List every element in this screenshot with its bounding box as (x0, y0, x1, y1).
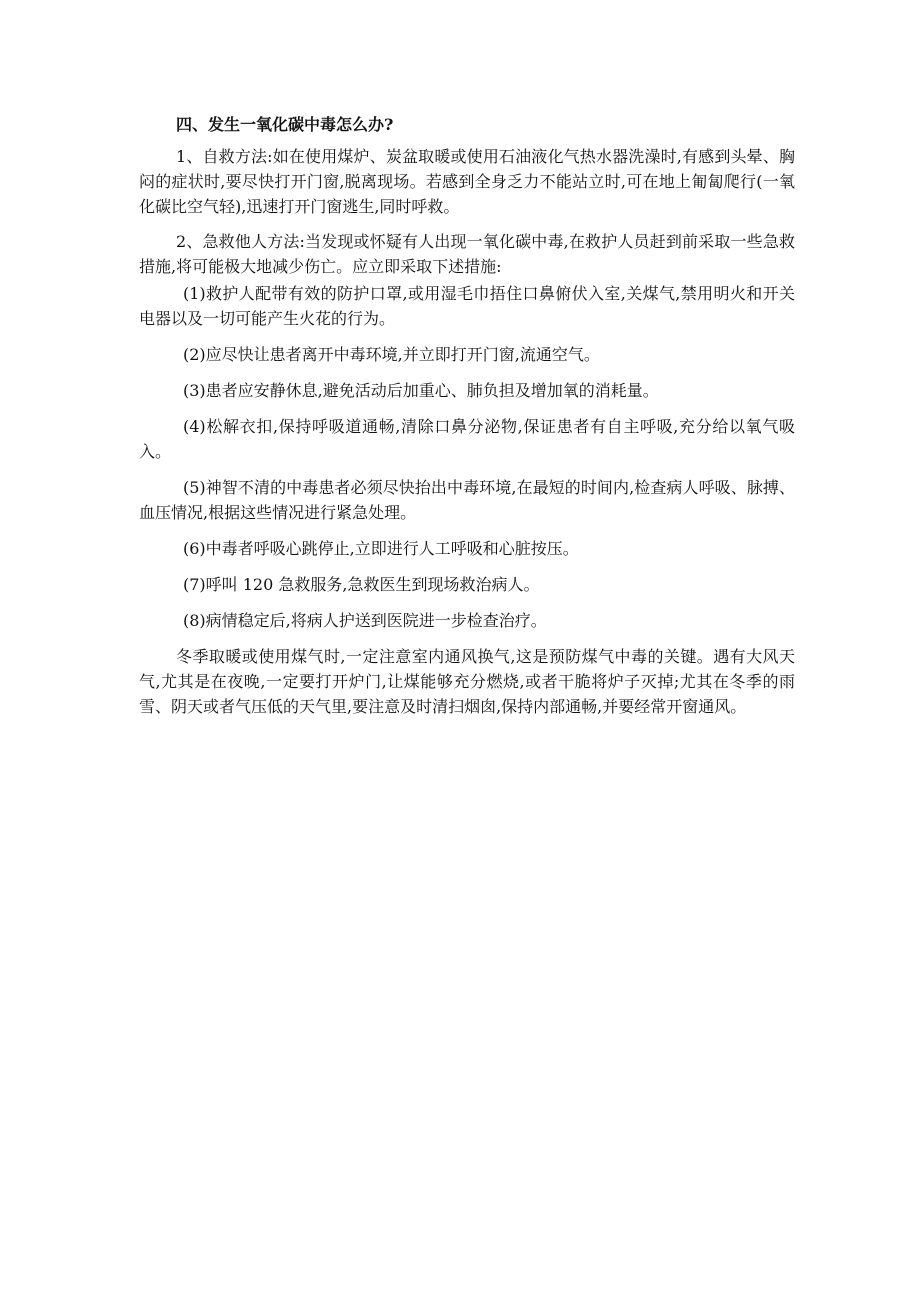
measure-item-1: (1)救护人配带有效的防护口罩,或用湿毛巾捂住口鼻俯伏入室,关煤气,禁用明火和开关电器以及一切可能产生火花的行为。 (139, 284, 795, 328)
measure-item-8: (8)病情稳定后,将病人护送到医院进一步检查治疗。 (183, 611, 547, 630)
measure-item-7: (7)呼叫 120 急救服务,急救医生到现场救治病人。 (183, 575, 540, 594)
document-body (139, 112, 795, 729)
measure-item-2: (2)应尽快让患者离开中毒环境,并立即打开门窗,流通空气。 (183, 345, 600, 364)
winter-tip-paragraph: 冬季取暖或使用煤气时,一定注意室内通风换气,这是预防煤气中毒的关键。遇有大风天气,尤其是在夜晚,一定要打开炉门,让煤能够充分燃烧,或者干脆将炉子灭掉;尤其在冬季的雨雪、阴天或者气压低的天气里,要注意及时清扫烟囱,保持内部通畅,并要经常开窗通风。 (139, 647, 795, 716)
measure-item-6: (6)中毒者呼吸心跳停止,立即进行人工呼吸和心脏按压。 (183, 539, 579, 558)
section-heading: 四、发生一氧化碳中毒怎么办? (176, 115, 394, 134)
rescue-others-paragraph: 2、急救他人方法:当发现或怀疑有人出现一氧化碳中毒,在救护人员赶到前采取一些急救措施,将可能极大地减少伤亡。应立即采取下述措施: (139, 232, 795, 276)
measure-item-4: (4)松解衣扣,保持呼吸道通畅,清除口鼻分泌物,保证患者有自主呼吸,充分给以氧气吸入。 (139, 417, 795, 461)
self-rescue-paragraph: 1、自救方法:如在使用煤炉、炭盆取暖或使用石油液化气热水器洗澡时,有感到头晕、胸闷的症状时,要尽快打开门窗,脱离现场。若感到全身乏力不能站立时,可在地上匍匐爬行(一氧化碳比空气轻),迅速打开门窗逃生,同时呼救。 (139, 147, 795, 216)
measure-item-5: (5)神智不清的中毒患者必须尽快抬出中毒环境,在最短的时间内,检查病人呼吸、脉搏、血压情况,根据这些情况进行紧急处理。 (139, 478, 795, 522)
measure-item-3: (3)患者应安静休息,避免活动后加重心、肺负担及增加氧的消耗量。 (183, 381, 659, 400)
